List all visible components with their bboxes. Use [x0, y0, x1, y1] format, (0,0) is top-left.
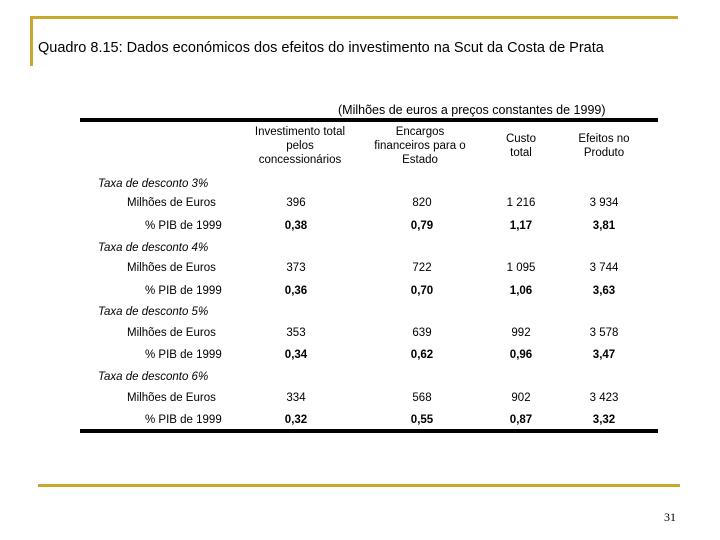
table-cell: 0,55 [410, 414, 434, 426]
row-label-euros: Milhões de Euros [127, 262, 216, 274]
table-bottom-rule [80, 429, 658, 433]
table-cell: 0,34 [284, 349, 308, 361]
table-cell: 3,81 [592, 220, 616, 232]
table-cell: 3 578 [589, 327, 619, 339]
table-cell: 3 934 [589, 197, 619, 209]
group-label: Taxa de desconto 4% [98, 242, 209, 254]
table-cell: 0,79 [410, 220, 434, 232]
group-label: Taxa de desconto 6% [98, 371, 209, 383]
table-cell: 334 [286, 392, 306, 404]
col-header-efeitos [564, 132, 644, 160]
page-title: Quadro 8.15: Dados económicos dos efeitos do investimento na Scut da Costa de Prata [38, 40, 604, 56]
row-label-pib: % PIB de 1999 [145, 285, 222, 297]
unit-note: (Milhões de euros a preços constantes de 1999) [338, 103, 606, 117]
col-header-line: Encargos [395, 126, 445, 138]
col-header-line: Efeitos no [578, 133, 630, 145]
table-cell: 639 [412, 327, 432, 339]
table-cell: 0,32 [284, 414, 308, 426]
col-header-encargos [360, 125, 480, 167]
table-cell: 568 [412, 392, 432, 404]
top-rule [30, 16, 678, 19]
table-cell: 1 216 [506, 197, 536, 209]
col-header-line: pelos [286, 140, 314, 152]
table-cell: 992 [511, 327, 531, 339]
col-header-line: Produto [583, 147, 625, 159]
row-label-pib: % PIB de 1999 [145, 414, 222, 426]
row-label-pib: % PIB de 1999 [145, 349, 222, 361]
page-number: 31 [664, 510, 676, 524]
col-header-line: concessionários [258, 154, 342, 166]
table-cell: 0,36 [284, 285, 308, 297]
table-cell: 373 [286, 262, 306, 274]
group-label: Taxa de desconto 5% [98, 306, 209, 318]
col-header-line: financeiros para o [374, 140, 466, 152]
col-header-line: total [510, 147, 532, 159]
col-header-investimento [240, 125, 360, 167]
table-cell: 0,96 [509, 349, 533, 361]
table-cell: 0,62 [410, 349, 434, 361]
bottom-rule [38, 484, 680, 487]
table-cell: 1,06 [509, 285, 533, 297]
table-cell: 3 744 [589, 262, 619, 274]
table-cell: 3,47 [592, 349, 616, 361]
table-cell: 0,38 [284, 220, 308, 232]
row-label-euros: Milhões de Euros [127, 327, 216, 339]
table-cell: 1 095 [506, 262, 536, 274]
table-top-rule [80, 118, 658, 122]
table-cell: 1,17 [509, 220, 533, 232]
col-header-custo [481, 132, 561, 160]
left-rule [30, 16, 33, 66]
row-label-euros: Milhões de Euros [127, 392, 216, 404]
table-cell: 722 [412, 262, 432, 274]
row-label-euros: Milhões de Euros [127, 197, 216, 209]
table-cell: 902 [511, 392, 531, 404]
group-label: Taxa de desconto 3% [98, 178, 209, 190]
table-cell: 0,70 [410, 285, 434, 297]
col-header-line: Investimento total [254, 126, 346, 138]
table-cell: 3,32 [592, 414, 616, 426]
col-header-line: Estado [402, 154, 438, 166]
table-cell: 3,63 [592, 285, 616, 297]
table-cell: 820 [412, 197, 432, 209]
table-cell: 3 423 [589, 392, 619, 404]
row-label-pib: % PIB de 1999 [145, 220, 222, 232]
table-cell: 353 [286, 327, 306, 339]
table-cell: 0,87 [509, 414, 533, 426]
col-header-line: Custo [505, 133, 537, 145]
table-cell: 396 [286, 197, 306, 209]
